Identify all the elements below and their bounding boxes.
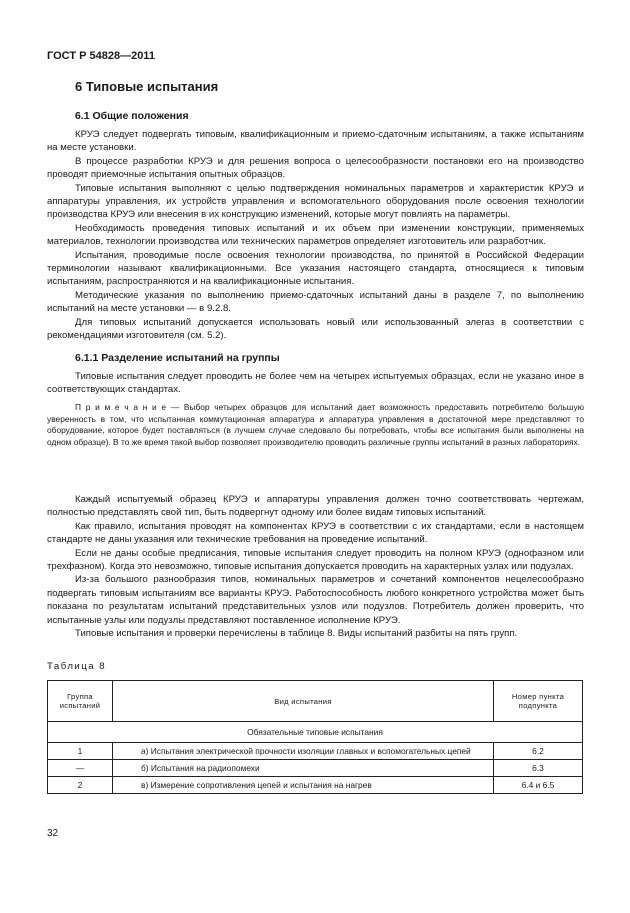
note-block <box>47 402 584 448</box>
cell-test: а) Испытания электрической прочности изоляции главных и вспомогательных цепей <box>113 743 494 760</box>
paragraph: Если не даны особые предписания, типовые испытания следует проводить на полном КРУЭ (однофазном или трехфазном). Когда это невозможно, типовые испытания допускается проводить на характерных узлах или подузлах. <box>47 547 584 573</box>
section-title: 6 Типовые испытания <box>75 79 219 94</box>
table-row <box>48 743 583 760</box>
cell-clause: 6.4 и 6.5 <box>494 777 583 794</box>
text-block-general <box>47 128 584 343</box>
cell-clause: 6.2 <box>494 743 583 760</box>
text-block-samples <box>47 493 584 640</box>
paragraph: Необходимость проведения типовых испытаний и их объем при изменении конструкции, применяемых материалов, технологии производства или технических параметров определяет изготовитель или разработчик. <box>47 222 584 248</box>
tests-table <box>47 680 583 794</box>
paragraph: КРУЭ следует подвергать типовым, квалификационным и приемо-сдаточным испытаниям, а также испытаниям на месте установки. <box>47 129 584 154</box>
table-header-row <box>48 681 583 722</box>
subsection-title: 6.1 Общие положения <box>75 110 189 122</box>
paragraph: Каждый испытуемый образец КРУЭ и аппаратуры управления должен точно соответствовать чертежам, полностью представлять свой тип, быть подвергнут одному или более видам типовых испытаний. <box>47 494 584 519</box>
note-label: П р и м е ч а н и е <box>75 402 167 412</box>
page-number: 32 <box>47 828 59 839</box>
table-row <box>48 760 583 777</box>
text-block-groups <box>47 370 584 397</box>
paragraph: В процессе разработки КРУЭ и для решения вопроса о целесообразности постановки его на производство проводят приемочные испытания опытных образцов. <box>47 155 584 181</box>
header-group: Группа испытаний <box>48 681 113 722</box>
paragraph: Как правило, испытания проводят на компонентах КРУЭ в соответствии с их стандартами, если в настоящем стандарте не даны указания или технические требования на проведение испытаний. <box>47 520 584 546</box>
cell-test: в) Измерение сопротивления цепей и испытания на нагрев <box>113 777 494 794</box>
paragraph: Испытания, проводимые после освоения технологии производства, по принятой в Российской Федерации терминологии называют квалификационными. Все указания настоящего стандарта, относящиеся к типовым испытаниям, распространяются и на квалификационные испытания. <box>47 249 584 288</box>
paragraph: Типовые испытания следует проводить не более чем на четырех испытуемых образцах, если не указано иное в соответствующих стандартах. <box>47 371 584 396</box>
cell-group: 1 <box>48 743 113 760</box>
cell-test: б) Испытания на радиопомехи <box>113 760 494 777</box>
header-test: Вид испытания <box>113 681 494 722</box>
cell-clause: 6.3 <box>494 760 583 777</box>
header-clause: Номер пункта подпункта <box>494 681 583 722</box>
section-row-label: Обязательные типовые испытания <box>48 722 583 743</box>
cell-group: 2 <box>48 777 113 794</box>
subsubsection-title: 6.1.1 Разделение испытаний на группы <box>75 352 280 364</box>
paragraph: Из-за большого разнообразия типов, номинальных параметров и сочетаний компонентов нецелесообразно подвергать типовым испытаниям все варианты КРУЭ. Работоспособность любого конкретного устройства может быть показана по результатам испытаний представительных узлов или подузлов. Потребитель должен проверить, что испытанные узлы или подузлы представляют поставленное исполнение КРУЭ. <box>47 574 584 626</box>
paragraph: Типовые испытания выполняют с целью подтверждения номинальных параметров и характеристик КРУЭ и аппаратуры управления, их устройств управления и вспомогательного оборудования после освоения технологии производства КРУЭ или внесения в их конструкцию изменений, которые могут повлиять на параметры. <box>47 182 584 221</box>
paragraph: Методические указания по выполнению приемо-сдаточных испытаний даны в разделе 7, по выполнению испытаний на месте установки — в 9.2.8. <box>47 289 584 315</box>
document-header: ГОСТ Р 54828—2011 <box>47 50 155 62</box>
cell-group: — <box>48 760 113 777</box>
table-section-row <box>48 722 583 743</box>
paragraph: Для типовых испытаний допускается использовать новый или использованный элегаз в соответствии с рекомендациями изготовителя (см. 5.2). <box>47 316 584 342</box>
table-caption: Таблица 8 <box>47 661 107 672</box>
table-row <box>48 777 583 794</box>
paragraph: Типовые испытания и проверки перечислены в таблице 8. Виды испытаний разбиты на пять групп. <box>75 628 518 640</box>
note-text: — Выбор четырех образцов для испытаний дает возможность предоставить потребителю большую уверенность в том, что испытанная коммутационная аппаратура и аппаратура управления в достаточной мере представляют то оборудование, которое будет поставляться (в лучшем случае следовало бы потребовать, чтобы все испытания были выполнены на одном образце). В то же время такой выбор позволяет производителю проводить различные группы испытаний в разных лабораториях. <box>47 402 584 447</box>
